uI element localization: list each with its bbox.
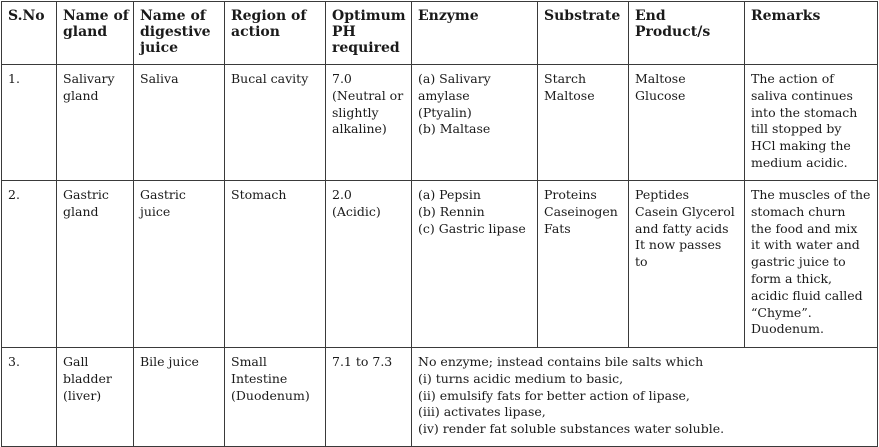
cell-line: 7.1 to 7.3 (332, 354, 393, 369)
cell-gland (57, 348, 134, 447)
cell-gland (57, 181, 134, 348)
cell-line: gland (63, 203, 99, 219)
cell-product (629, 181, 745, 348)
header-line: Enzyme (418, 8, 479, 24)
cell-line: (Duodenum) (231, 387, 310, 403)
cell-line: Casein Glycerol (635, 203, 735, 219)
header-line: required (332, 40, 400, 56)
cell-sno (2, 65, 57, 181)
header-remarks (745, 2, 878, 65)
cell-line: (b) Maltase (418, 121, 491, 137)
cell-line: Peptides (635, 187, 690, 202)
cell-sno (2, 348, 57, 447)
cell-line: (ii) emulsify fats for better action of lipase, (418, 387, 690, 403)
header-line: Product/s (635, 24, 711, 40)
cell-line: juice (140, 203, 171, 219)
cell-line: Intestine (231, 370, 288, 386)
cell-bile-description (412, 348, 878, 447)
cell-line: acidic fluid called (751, 287, 863, 303)
cell-line: No enzyme; instead contains bile salts which (418, 354, 704, 369)
header-ph (326, 2, 412, 65)
cell-line: HCl making the (751, 138, 851, 154)
cell-line: Fats (544, 220, 571, 236)
cell-line: Stomach (231, 187, 287, 202)
cell-enzyme (412, 181, 538, 348)
cell-line: 2.0 (332, 187, 352, 202)
header-line: action (231, 24, 280, 40)
cell-line: (iii) activates lipase, (418, 404, 546, 420)
cell-line: stomach churn (751, 203, 846, 219)
cell-region (225, 181, 326, 348)
header-line: Name of (63, 8, 129, 24)
header-line: Name of (140, 8, 206, 24)
header-line: digestive (140, 24, 211, 40)
cell-gland (57, 65, 134, 181)
cell-line: “Chyme”. (751, 304, 812, 320)
cell-line: the food and mix (751, 220, 858, 236)
header-line: juice (140, 40, 178, 56)
cell-line: It now passes (635, 237, 722, 253)
cell-line: Gastric (140, 187, 186, 202)
header-substrate (538, 2, 629, 65)
cell-line: gastric juice to (751, 254, 846, 270)
cell-line: (a) Salivary (418, 71, 491, 86)
cell-line: Bucal cavity (231, 71, 309, 86)
table-row (2, 348, 878, 447)
cell-line: gland (63, 87, 99, 103)
cell-line: (b) Rennin (418, 203, 485, 219)
cell-line: 3. (8, 354, 20, 369)
cell-line: (iv) render fat soluble substances water soluble. (418, 421, 725, 437)
cell-juice (134, 181, 225, 348)
cell-line: (liver) (63, 387, 102, 403)
cell-line: alkaline) (332, 121, 387, 137)
cell-line: (c) Gastric lipase (418, 220, 526, 236)
header-gland (57, 2, 134, 65)
cell-line: Glucose (635, 87, 686, 103)
header-line: gland (63, 24, 108, 40)
header-line: End (635, 8, 666, 24)
cell-line: Maltose (635, 71, 686, 86)
cell-line: Gall (63, 354, 89, 369)
cell-line: form a thick, (751, 270, 832, 286)
cell-ph (326, 181, 412, 348)
cell-ph (326, 348, 412, 447)
cell-region (225, 65, 326, 181)
header-line: Optimum (332, 8, 406, 24)
cell-line: (i) turns acidic medium to basic, (418, 370, 624, 386)
cell-line: (Ptyalin) (418, 104, 472, 120)
cell-line: Starch (544, 71, 587, 86)
cell-line: (Acidic) (332, 203, 381, 219)
digestive-juices-table (1, 1, 878, 447)
cell-line: Caseinogen (544, 203, 618, 219)
header-line: Remarks (751, 8, 821, 24)
header-product (629, 2, 745, 65)
cell-line: 1. (8, 71, 20, 86)
header-row (2, 2, 878, 65)
cell-line: Saliva (140, 71, 179, 86)
cell-enzyme (412, 65, 538, 181)
header-line: Substrate (544, 8, 621, 24)
cell-line: slightly (332, 104, 379, 120)
header-line: Region of (231, 8, 307, 24)
cell-line: Duodenum. (751, 321, 824, 337)
cell-juice (134, 65, 225, 181)
cell-sno (2, 181, 57, 348)
cell-product (629, 65, 745, 181)
header-sno (2, 2, 57, 65)
header-region (225, 2, 326, 65)
cell-line: and fatty acids (635, 220, 729, 236)
cell-substrate (538, 65, 629, 181)
cell-juice (134, 348, 225, 447)
cell-line: 7.0 (332, 71, 352, 86)
cell-line: medium acidic. (751, 154, 848, 170)
header-juice (134, 2, 225, 65)
cell-line: (Neutral or (332, 87, 404, 103)
cell-line: it with water and (751, 237, 860, 253)
cell-region (225, 348, 326, 447)
cell-line: to (635, 254, 648, 270)
table-row (2, 181, 878, 348)
cell-line: (a) Pepsin (418, 187, 481, 202)
cell-remarks (745, 181, 878, 348)
cell-line: till stopped by (751, 121, 842, 137)
cell-line: into the stomach (751, 104, 858, 120)
cell-line: bladder (63, 370, 112, 386)
cell-ph (326, 65, 412, 181)
header-line: S.No (8, 8, 45, 24)
cell-line: Proteins (544, 187, 597, 202)
cell-substrate (538, 181, 629, 348)
cell-line: saliva continues (751, 87, 853, 103)
cell-line: Bile juice (140, 354, 199, 369)
header-line: PH (332, 24, 356, 40)
cell-line: The muscles of the (751, 187, 871, 202)
cell-line: Gastric (63, 187, 109, 202)
cell-line: amylase (418, 87, 470, 103)
table-row (2, 65, 878, 181)
header-enzyme (412, 2, 538, 65)
cell-line: Small (231, 354, 267, 369)
cell-remarks (745, 65, 878, 181)
cell-line: 2. (8, 187, 20, 202)
cell-line: Salivary (63, 71, 115, 86)
cell-line: Maltose (544, 87, 595, 103)
cell-line: The action of (751, 71, 834, 86)
